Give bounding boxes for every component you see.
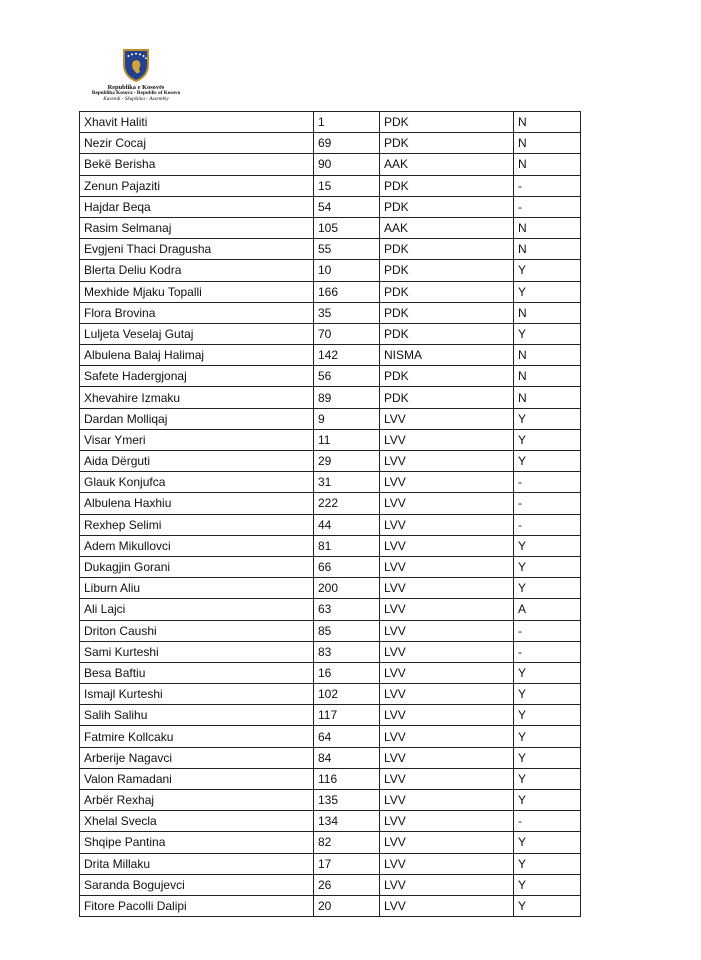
member-name-cell: Safete Hadergjonaj [80, 366, 314, 387]
vote-cell: Y [514, 662, 581, 683]
member-number-cell: 20 [314, 895, 380, 916]
vote-cell: N [514, 366, 581, 387]
member-name-cell: Visar Ymeri [80, 429, 314, 450]
table-row [80, 472, 581, 493]
table-row [80, 514, 581, 535]
table-row [80, 662, 581, 683]
member-number-cell: 54 [314, 196, 380, 217]
vote-cell: - [514, 641, 581, 662]
member-number-cell: 35 [314, 302, 380, 323]
table-row [80, 578, 581, 599]
header-country-name: Republika e Kosovës [107, 84, 165, 91]
member-number-cell: 166 [314, 281, 380, 302]
vote-cell: - [514, 620, 581, 641]
member-name-cell: Luljeta Veselaj Gutaj [80, 323, 314, 344]
vote-cell: - [514, 175, 581, 196]
vote-cell: N [514, 154, 581, 175]
vote-cell: Y [514, 747, 581, 768]
member-number-cell: 1 [314, 112, 380, 133]
table-row [80, 790, 581, 811]
table-row [80, 366, 581, 387]
vote-cell: Y [514, 895, 581, 916]
vote-cell: - [514, 472, 581, 493]
member-number-cell: 105 [314, 217, 380, 238]
party-cell: LVV [380, 832, 514, 853]
vote-cell: N [514, 387, 581, 408]
member-name-cell: Xhelal Svecla [80, 811, 314, 832]
member-number-cell: 26 [314, 874, 380, 895]
table-row [80, 895, 581, 916]
party-cell: LVV [380, 472, 514, 493]
member-name-cell: Besa Baftiu [80, 662, 314, 683]
vote-cell: Y [514, 281, 581, 302]
member-name-cell: Shqipe Pantina [80, 832, 314, 853]
document-header [80, 48, 192, 103]
member-number-cell: 56 [314, 366, 380, 387]
vote-cell: N [514, 133, 581, 154]
voting-table-body [80, 112, 581, 917]
table-row [80, 705, 581, 726]
member-number-cell: 17 [314, 853, 380, 874]
member-name-cell: Ismajl Kurteshi [80, 684, 314, 705]
table-row [80, 260, 581, 281]
member-number-cell: 135 [314, 790, 380, 811]
table-row [80, 556, 581, 577]
vote-cell: Y [514, 853, 581, 874]
member-name-cell: Albulena Balaj Halimaj [80, 345, 314, 366]
member-number-cell: 142 [314, 345, 380, 366]
member-name-cell: Adem Mikullovci [80, 535, 314, 556]
vote-cell: - [514, 811, 581, 832]
table-row [80, 323, 581, 344]
table-row [80, 684, 581, 705]
member-number-cell: 64 [314, 726, 380, 747]
member-name-cell: Blerta Deliu Kodra [80, 260, 314, 281]
member-number-cell: 222 [314, 493, 380, 514]
vote-cell: Y [514, 832, 581, 853]
vote-cell: Y [514, 874, 581, 895]
party-cell: LVV [380, 747, 514, 768]
party-cell: AAK [380, 217, 514, 238]
table-row [80, 726, 581, 747]
member-number-cell: 55 [314, 239, 380, 260]
member-number-cell: 69 [314, 133, 380, 154]
table-row [80, 281, 581, 302]
vote-cell: Y [514, 684, 581, 705]
party-cell: LVV [380, 895, 514, 916]
vote-cell: Y [514, 790, 581, 811]
party-cell: PDK [380, 175, 514, 196]
party-cell: LVV [380, 408, 514, 429]
member-number-cell: 11 [314, 429, 380, 450]
table-row [80, 133, 581, 154]
party-cell: PDK [380, 366, 514, 387]
member-number-cell: 31 [314, 472, 380, 493]
vote-cell: N [514, 112, 581, 133]
member-number-cell: 84 [314, 747, 380, 768]
member-number-cell: 70 [314, 323, 380, 344]
member-name-cell: Fatmire Kollcaku [80, 726, 314, 747]
party-cell: LVV [380, 599, 514, 620]
table-row [80, 239, 581, 260]
party-cell: PDK [380, 239, 514, 260]
party-cell: LVV [380, 853, 514, 874]
member-number-cell: 117 [314, 705, 380, 726]
table-row [80, 832, 581, 853]
member-name-cell: Fitore Pacolli Dalipi [80, 895, 314, 916]
table-row [80, 768, 581, 789]
member-name-cell: Rasim Selmanaj [80, 217, 314, 238]
member-number-cell: 16 [314, 662, 380, 683]
party-cell: AAK [380, 154, 514, 175]
table-row [80, 112, 581, 133]
member-name-cell: Rexhep Selimi [80, 514, 314, 535]
table-row [80, 408, 581, 429]
vote-cell: N [514, 345, 581, 366]
table-row [80, 811, 581, 832]
member-name-cell: Driton Caushi [80, 620, 314, 641]
party-cell: LVV [380, 726, 514, 747]
vote-cell: Y [514, 556, 581, 577]
member-number-cell: 82 [314, 832, 380, 853]
member-number-cell: 89 [314, 387, 380, 408]
member-name-cell: Glauk Konjufca [80, 472, 314, 493]
member-name-cell: Albulena Haxhiu [80, 493, 314, 514]
member-name-cell: Xhevahire Izmaku [80, 387, 314, 408]
member-name-cell: Salih Salihu [80, 705, 314, 726]
party-cell: NISMA [380, 345, 514, 366]
party-cell: PDK [380, 112, 514, 133]
table-row [80, 175, 581, 196]
member-name-cell: Arbër Rexhaj [80, 790, 314, 811]
party-cell: LVV [380, 874, 514, 895]
table-row [80, 874, 581, 895]
member-name-cell: Valon Ramadani [80, 768, 314, 789]
vote-cell: N [514, 302, 581, 323]
table-row [80, 493, 581, 514]
header-country-name-translations: Republika Kosova - Republic of Kosovo [91, 90, 181, 97]
member-number-cell: 15 [314, 175, 380, 196]
party-cell: LVV [380, 768, 514, 789]
member-name-cell: Aida Dërguti [80, 451, 314, 472]
vote-cell: Y [514, 705, 581, 726]
voting-table [79, 111, 581, 917]
member-name-cell: Bekë Berisha [80, 154, 314, 175]
party-cell: PDK [380, 302, 514, 323]
vote-cell: - [514, 196, 581, 217]
member-number-cell: 29 [314, 451, 380, 472]
member-name-cell: Hajdar Beqa [80, 196, 314, 217]
party-cell: PDK [380, 387, 514, 408]
party-cell: LVV [380, 641, 514, 662]
table-row [80, 535, 581, 556]
party-cell: PDK [380, 260, 514, 281]
member-number-cell: 85 [314, 620, 380, 641]
header-assembly-name: Kuvendi - Skupština - Assembly [103, 96, 169, 103]
table-row [80, 154, 581, 175]
member-number-cell: 83 [314, 641, 380, 662]
vote-cell: Y [514, 260, 581, 281]
member-number-cell: 90 [314, 154, 380, 175]
party-cell: LVV [380, 451, 514, 472]
member-number-cell: 134 [314, 811, 380, 832]
table-row [80, 302, 581, 323]
party-cell: LVV [380, 578, 514, 599]
vote-cell: Y [514, 768, 581, 789]
member-name-cell: Dardan Molliqaj [80, 408, 314, 429]
party-cell: LVV [380, 493, 514, 514]
table-row [80, 451, 581, 472]
party-cell: LVV [380, 811, 514, 832]
party-cell: LVV [380, 429, 514, 450]
member-name-cell: Mexhide Mjaku Topalli [80, 281, 314, 302]
member-number-cell: 102 [314, 684, 380, 705]
member-number-cell: 44 [314, 514, 380, 535]
vote-cell: Y [514, 429, 581, 450]
party-cell: LVV [380, 556, 514, 577]
member-number-cell: 9 [314, 408, 380, 429]
member-name-cell: Xhavit Haliti [80, 112, 314, 133]
member-name-cell: Ali Lajci [80, 599, 314, 620]
member-name-cell: Flora Brovina [80, 302, 314, 323]
vote-cell: A [514, 599, 581, 620]
party-cell: LVV [380, 662, 514, 683]
member-name-cell: Dukagjin Gorani [80, 556, 314, 577]
party-cell: PDK [380, 281, 514, 302]
party-cell: LVV [380, 535, 514, 556]
table-row [80, 217, 581, 238]
vote-cell: Y [514, 726, 581, 747]
member-number-cell: 10 [314, 260, 380, 281]
table-row [80, 196, 581, 217]
party-cell: LVV [380, 684, 514, 705]
table-row [80, 387, 581, 408]
vote-cell: Y [514, 323, 581, 344]
vote-cell: N [514, 239, 581, 260]
member-number-cell: 63 [314, 599, 380, 620]
party-cell: LVV [380, 620, 514, 641]
party-cell: PDK [380, 323, 514, 344]
member-name-cell: Evgjeni Thaci Dragusha [80, 239, 314, 260]
vote-cell: Y [514, 535, 581, 556]
party-cell: LVV [380, 790, 514, 811]
table-row [80, 747, 581, 768]
member-number-cell: 66 [314, 556, 380, 577]
vote-cell: N [514, 217, 581, 238]
member-name-cell: Nezir Cocaj [80, 133, 314, 154]
table-row [80, 599, 581, 620]
party-cell: PDK [380, 196, 514, 217]
table-row [80, 620, 581, 641]
member-number-cell: 200 [314, 578, 380, 599]
member-name-cell: Drita Millaku [80, 853, 314, 874]
vote-cell: Y [514, 578, 581, 599]
table-row [80, 345, 581, 366]
table-row [80, 429, 581, 450]
member-name-cell: Saranda Bogujevci [80, 874, 314, 895]
member-name-cell: Sami Kurteshi [80, 641, 314, 662]
member-number-cell: 81 [314, 535, 380, 556]
party-cell: LVV [380, 705, 514, 726]
member-name-cell: Arberije Nagavci [80, 747, 314, 768]
table-row [80, 853, 581, 874]
member-name-cell: Zenun Pajaziti [80, 175, 314, 196]
vote-cell: - [514, 514, 581, 535]
party-cell: PDK [380, 133, 514, 154]
party-cell: LVV [380, 514, 514, 535]
vote-cell: - [514, 493, 581, 514]
member-name-cell: Liburn Aliu [80, 578, 314, 599]
vote-cell: Y [514, 408, 581, 429]
vote-cell: Y [514, 451, 581, 472]
member-number-cell: 116 [314, 768, 380, 789]
kosovo-coat-of-arms-icon [121, 48, 151, 82]
table-row [80, 641, 581, 662]
